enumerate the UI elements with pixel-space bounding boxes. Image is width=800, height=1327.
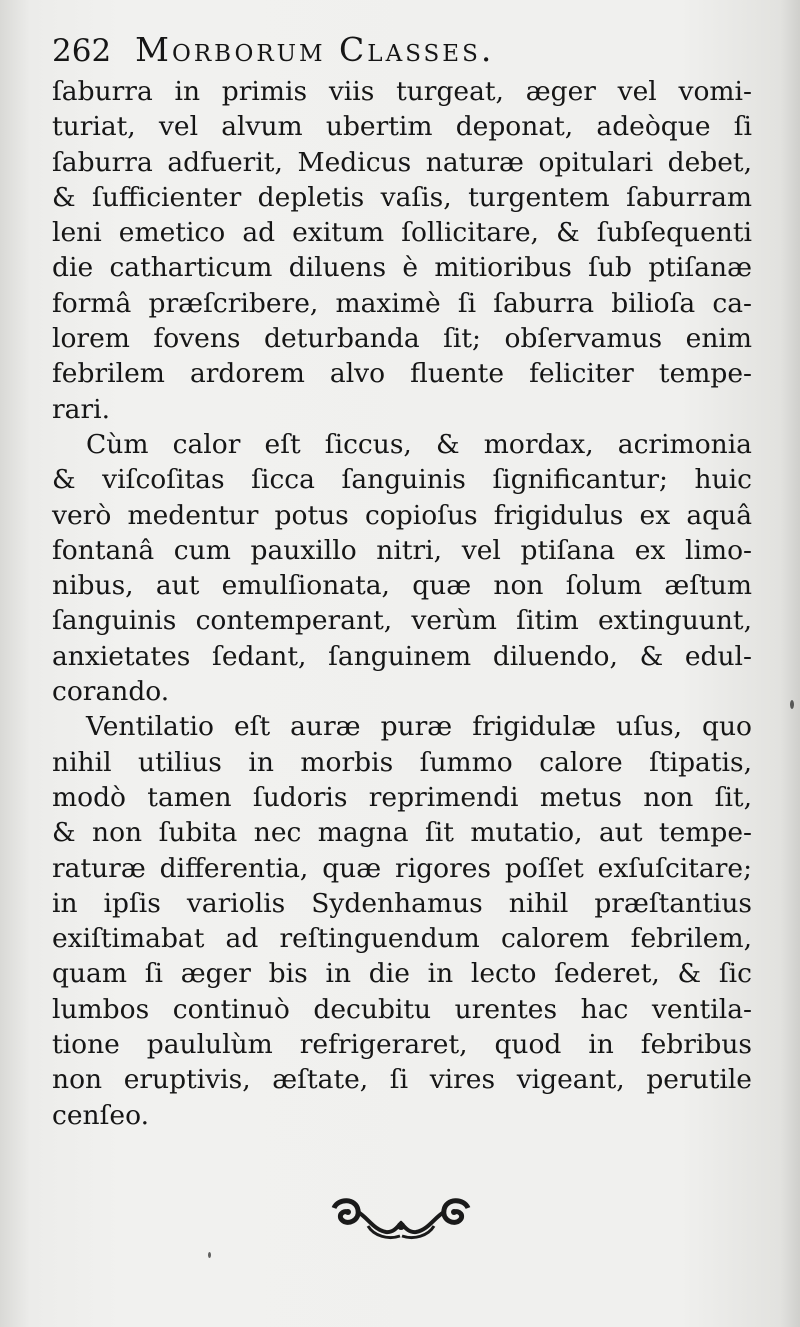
- paragraph-1: [52, 74, 752, 427]
- text-line: ſaburra in primis viis turgeat, æger vel vomi-: [52, 76, 752, 107]
- text-line: in ipſis variolis Sydenhamus nihil præſtantius: [52, 887, 752, 919]
- text-line: Ventilatio eſt auræ puræ frigidulæ uſus, quo: [86, 711, 752, 743]
- text-line: modò tamen ſudoris reprimendi metus non ſit,: [52, 781, 752, 813]
- text-line: corando.: [52, 676, 170, 708]
- text-line: ſaburra adfuerit, Medicus naturæ opitulari debet,: [52, 146, 752, 178]
- paragraph-3: [52, 709, 752, 1133]
- text-line: cenſeo.: [52, 1099, 149, 1131]
- body-text: [52, 74, 752, 1133]
- text-line: die catharticum diluens è mitioribus ſub ptiſanæ: [52, 252, 752, 284]
- text-line: formâ præſcribere, maximè ſi ſaburra bilioſa ca-: [52, 287, 752, 319]
- text-line: tione paululùm refrigeraret, quod in febribus: [52, 1029, 752, 1061]
- text-line: quam ſi æger bis in die in lecto ſederet, & ſic: [52, 958, 752, 990]
- ink-speck: [790, 700, 794, 709]
- text-line: non eruptivis, æſtate, ſi vires vigeant, perutile: [52, 1064, 752, 1096]
- text-line: ſanguinis contemperant, verùm ſitim extinguunt,: [52, 605, 752, 637]
- text-line: Cùm calor eſt ſiccus, & mordax, acrimonia: [86, 428, 752, 460]
- text-line: rari.: [52, 393, 111, 425]
- text-line: & non ſubita nec magna ſit mutatio, aut tempe-: [52, 817, 752, 849]
- text-line: & viſcoſitas ſicca ſanguinis ſignificantur; huic: [52, 464, 752, 496]
- text-line: fontanâ cum pauxillo nitri, vel ptiſana ex limo-: [52, 534, 752, 566]
- paragraph-2: [52, 427, 752, 709]
- page-number: 262: [52, 33, 112, 69]
- page-header: [52, 30, 752, 74]
- text-line: lumbos continuò decubitu urentes hac ventila-: [52, 993, 752, 1025]
- text-line: & ſufficienter depletis vaſis, turgentem ſaburram: [52, 181, 752, 213]
- text-line: verò medentur potus copioſus frigidulus ex aquâ: [52, 499, 752, 531]
- text-line: turiat, vel alvum ubertim deponat, adeòque ſi: [52, 111, 752, 143]
- text-line: leni emetico ad exitum ſollicitare, & ſubſequenti: [52, 217, 752, 249]
- text-line: anxietates ſedant, ſanguinem diluendo, & edul-: [52, 640, 752, 672]
- text-line: nibus, aut emulſionata, quæ non ſolum æſtum: [52, 570, 752, 602]
- ink-speck: [208, 1252, 211, 1258]
- text-line: febrilem ardorem alvo fluente feliciter tempe-: [52, 358, 752, 390]
- text-line: exiſtimabat ad reſtinguendum calorem febrilem,: [52, 923, 752, 955]
- text-line: nihil utilius in morbis ſummo calore ſtipatis,: [52, 746, 752, 778]
- text-line: lorem fovens deturbanda ſit; obſervamus enim: [52, 323, 752, 355]
- tailpiece-ornament-icon: [328, 1196, 474, 1242]
- text-line: raturæ differentia, quæ rigores poſſet exſuſcitare;: [52, 852, 752, 884]
- running-title: Morborum Classes.: [135, 30, 495, 69]
